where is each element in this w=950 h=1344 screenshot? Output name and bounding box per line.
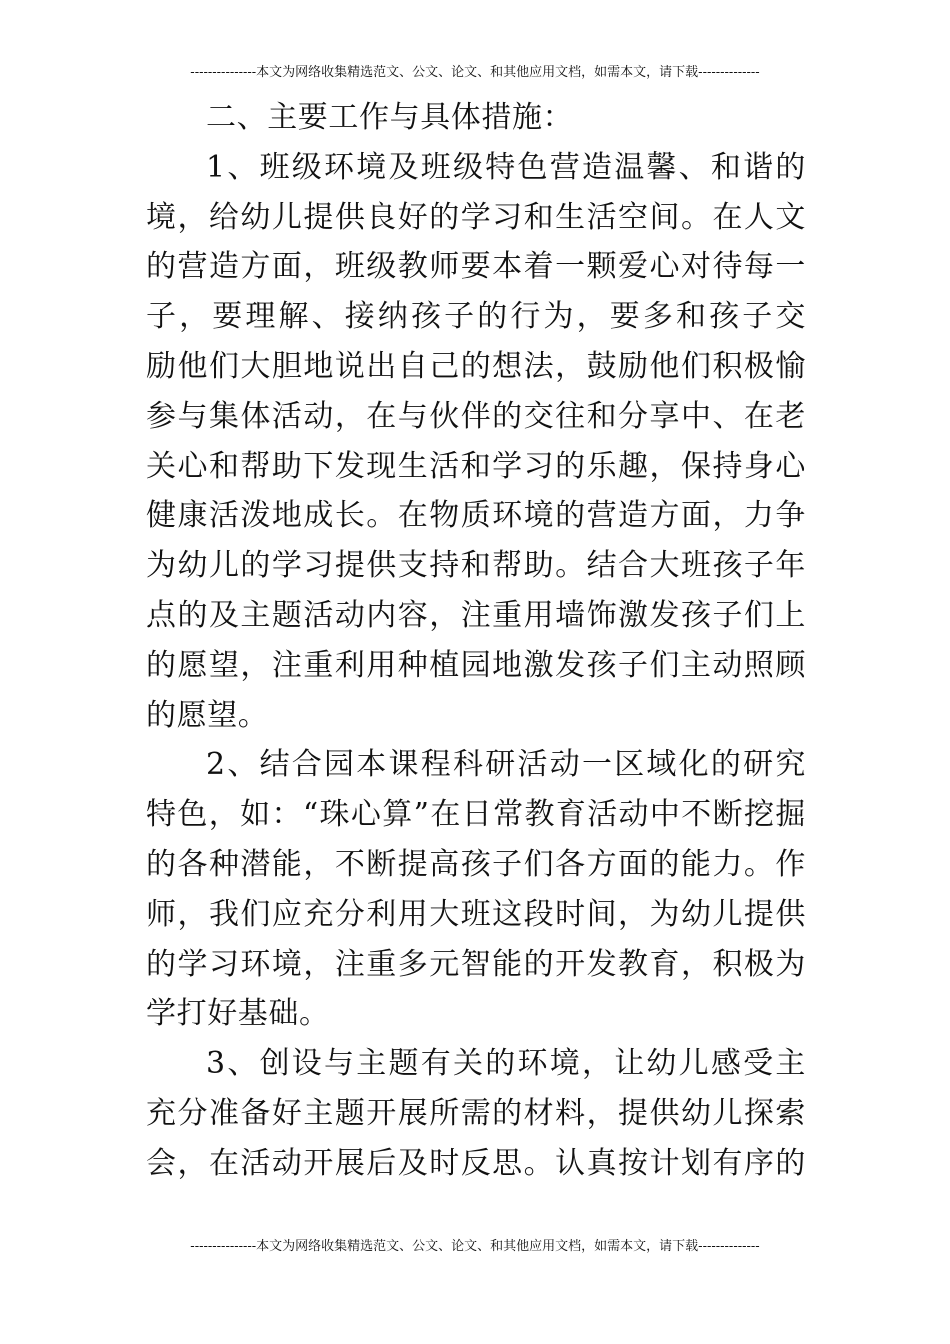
paragraph-3-line-3: 会，在活动开展后及时反思。认真按计划有序的 (146, 1145, 806, 1181)
paragraph-2-line-2: 特色，如：“珠心算”在日常教育活动中不断挖掘 (146, 797, 806, 833)
paragraph-3-line-2: 充分准备好主题开展所需的材料，提供幼儿探索 (146, 1095, 806, 1131)
paragraph-1-line-1: 1、班级环境及班级特色营造温馨、和谐的 (206, 149, 806, 185)
paragraph-1-line-5: 励他们大胆地说出自己的想法，鼓励他们积极愉 (146, 348, 806, 384)
paragraph-1-line-11: 的愿望，注重利用种植园地激发孩子们主动照顾 (146, 647, 806, 683)
paragraph-2-line-3: 的各种潜能，不断提高孩子们各方面的能力。作 (146, 846, 806, 882)
section-heading: 二、主要工作与具体措施： (206, 100, 574, 135)
paragraph-2-line-4: 师，我们应充分利用大班这段时间，为幼儿提供 (146, 896, 806, 932)
paragraph-2-line-6: 学打好基础。 (146, 996, 330, 1032)
paragraph-1-line-7: 关心和帮助下发现生活和学习的乐趣，保持身心 (146, 448, 806, 484)
document-body (146, 93, 806, 1189)
paragraph-1-line-3: 的营造方面，班级教师要本着一颗爱心对待每一 (146, 249, 806, 285)
paragraph-1-line-4: 子，要理解、接纳孩子的行为，要多和孩子交 (146, 299, 806, 335)
paragraph-1-line-12: 的愿望。 (146, 697, 269, 733)
paragraph-1-line-6: 参与集体活动，在与伙伴的交往和分享中、在老 (146, 398, 806, 434)
paragraph-1-line-2: 境，给幼儿提供良好的学习和生活空间。在人文 (146, 199, 806, 235)
paragraph-1-line-9: 为幼儿的学习提供支持和帮助。结合大班孩子年 (146, 548, 806, 584)
paragraph-2-line-1: 2、结合园本课程科研活动一区域化的研究 (206, 747, 806, 783)
paragraph-1-line-10: 点的及主题活动内容，注重用墙饰激发孩子们上 (146, 597, 806, 633)
paragraph-2-line-5: 的学习环境，注重多元智能的开发教育，积极为 (146, 946, 806, 982)
page-footer: ---------------本文为网络收集精选范文、公文、论文、和其他应用文档，如需本文，请下载-------------- (190, 1239, 760, 1254)
paragraph-3-line-1: 3、创设与主题有关的环境，让幼儿感受主 (206, 1046, 806, 1082)
paragraph-1-line-8: 健康活泼地成长。在物质环境的营造方面，力争 (146, 498, 806, 534)
page-header: ---------------本文为网络收集精选范文、公文、论文、和其他应用文档，如需本文，请下载-------------- (190, 65, 760, 80)
